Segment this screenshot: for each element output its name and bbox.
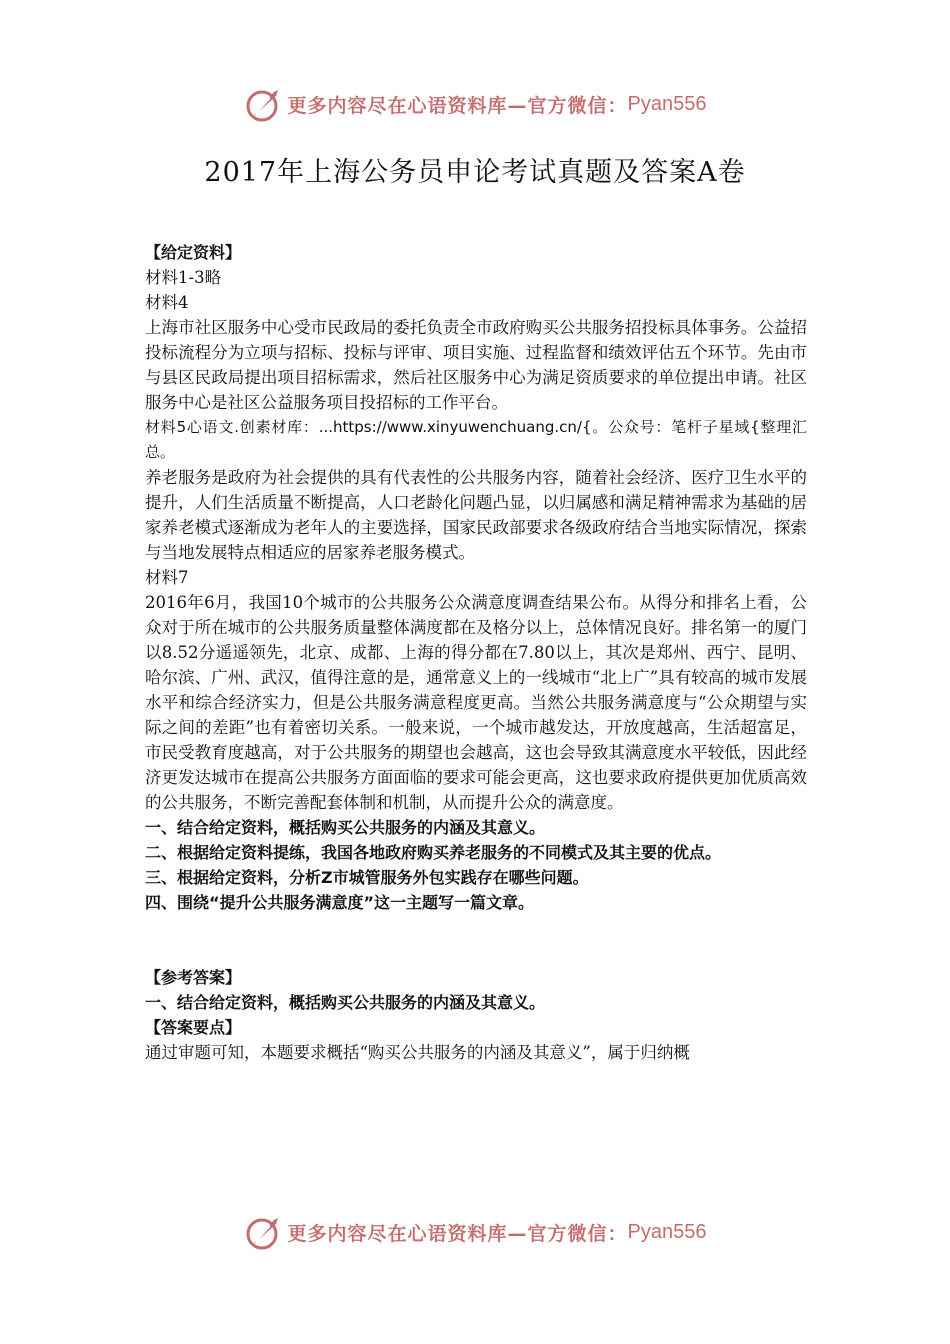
question-2: 二、根据给定资料提练，我国各地政府购买养老服务的不同模式及其主要的优点。 [145,843,722,862]
section-answers-heading: 【参考答案】 [145,968,242,987]
material-1-3: 材料1-3略 [145,268,222,287]
question-4: 四、围绕“提升公共服务满意度”这一主题写一篇文章。 [145,893,535,912]
section-materials-heading: 【给定资料】 [145,243,242,262]
header-banner [0,82,950,126]
spacer [145,915,807,965]
quill-logo-icon [244,84,284,124]
quill-logo-icon [244,1212,284,1252]
material-7-label: 材料7 [145,568,189,587]
banner-text: 更多内容尽在心语资料库—官方微信： [287,1222,628,1245]
question-3: 三、根据给定资料，分析Z市城管服务外包实践存在哪些问题。 [145,868,589,887]
material-5-source-line: 材料5心语文.创素材库：...https://www.xinyuwenchuang.cn/{。公众号：笔杆子星域{整理汇总。 [145,418,807,461]
answer-points-heading: 【答案要点】 [145,1018,242,1037]
answer-1-text: 通过审题可知，本题要求概括“购买公共服务的内涵及其意义”，属于归纳概 [145,1043,690,1062]
banner-wechat-id: Pyan556 [627,1220,707,1243]
banner-wechat-id: Pyan556 [627,92,707,115]
document-body [145,240,807,1065]
material-4-text: 上海市社区服务中心受市民政局的委托负责全市政府购买公共服务招投标具体事务。公益招投标流程分为立项与招标、投标与评审、项目实施、过程监督和绩效评估五个环节。先由市与县区民政局提出项目招标需求，然后社区服务中心为满足资质要求的单位提出申请。社区服务中心是社区公益服务项目投招标的工作平台。 [145,318,807,412]
material-7-text: 2016年6月，我国10个城市的公共服务公众满意度调查结果公布。从得分和排名上看，公众对于所在城市的公共服务质量整体满度都在及格分以上，总体情况良好。排名第一的厦门以8.52分遥遥领先，北京、成都、上海的得分都在7.80以上，其次是郑州、西宁、昆明、哈尔滨、广州、武汉，值得注意的是，通常意义上的一线城市“北上广”具有较高的城市发展水平和综合经济实力，但是公共服务满意程度更高。当然公共服务满意度与“公众期望与实际之间的差距”也有着密切关系。一般来说，一个城市越发达，开放度越高，生活超富足，市民受教育度越高，对于公共服务的期望也会越高，这也会导致其满意度水平较低，因此经济更发达城市在提高公共服务方面面临的要求可能会更高，这也要求政府提供更加优质高效的公共服务，不断完善配套体制和机制，从而提升公众的满意度。 [145,593,807,812]
banner-text: 更多内容尽在心语资料库—官方微信： [287,94,628,117]
footer-banner [0,1210,950,1254]
material-4-label: 材料4 [145,293,189,312]
material-5-text: 养老服务是政府为社会提供的具有代表性的公共服务内容，随着社会经济、医疗卫生水平的提升，人们生活质量不断提高，人口老龄化问题凸显，以归属感和满足精神需求为基础的居家养老模式逐渐成为老年人的主要选择，国家民政部要求各级政府结合当地实际情况，探索与当地发展特点相适应的居家养老服务模式。 [145,468,807,562]
page-title: 2017年上海公务员申论考试真题及答案A卷 [204,157,746,188]
answer-1-question: 一、结合给定资料，概括购买公共服务的内涵及其意义。 [145,993,546,1012]
question-1: 一、结合给定资料，概括购买公共服务的内涵及其意义。 [145,818,546,837]
